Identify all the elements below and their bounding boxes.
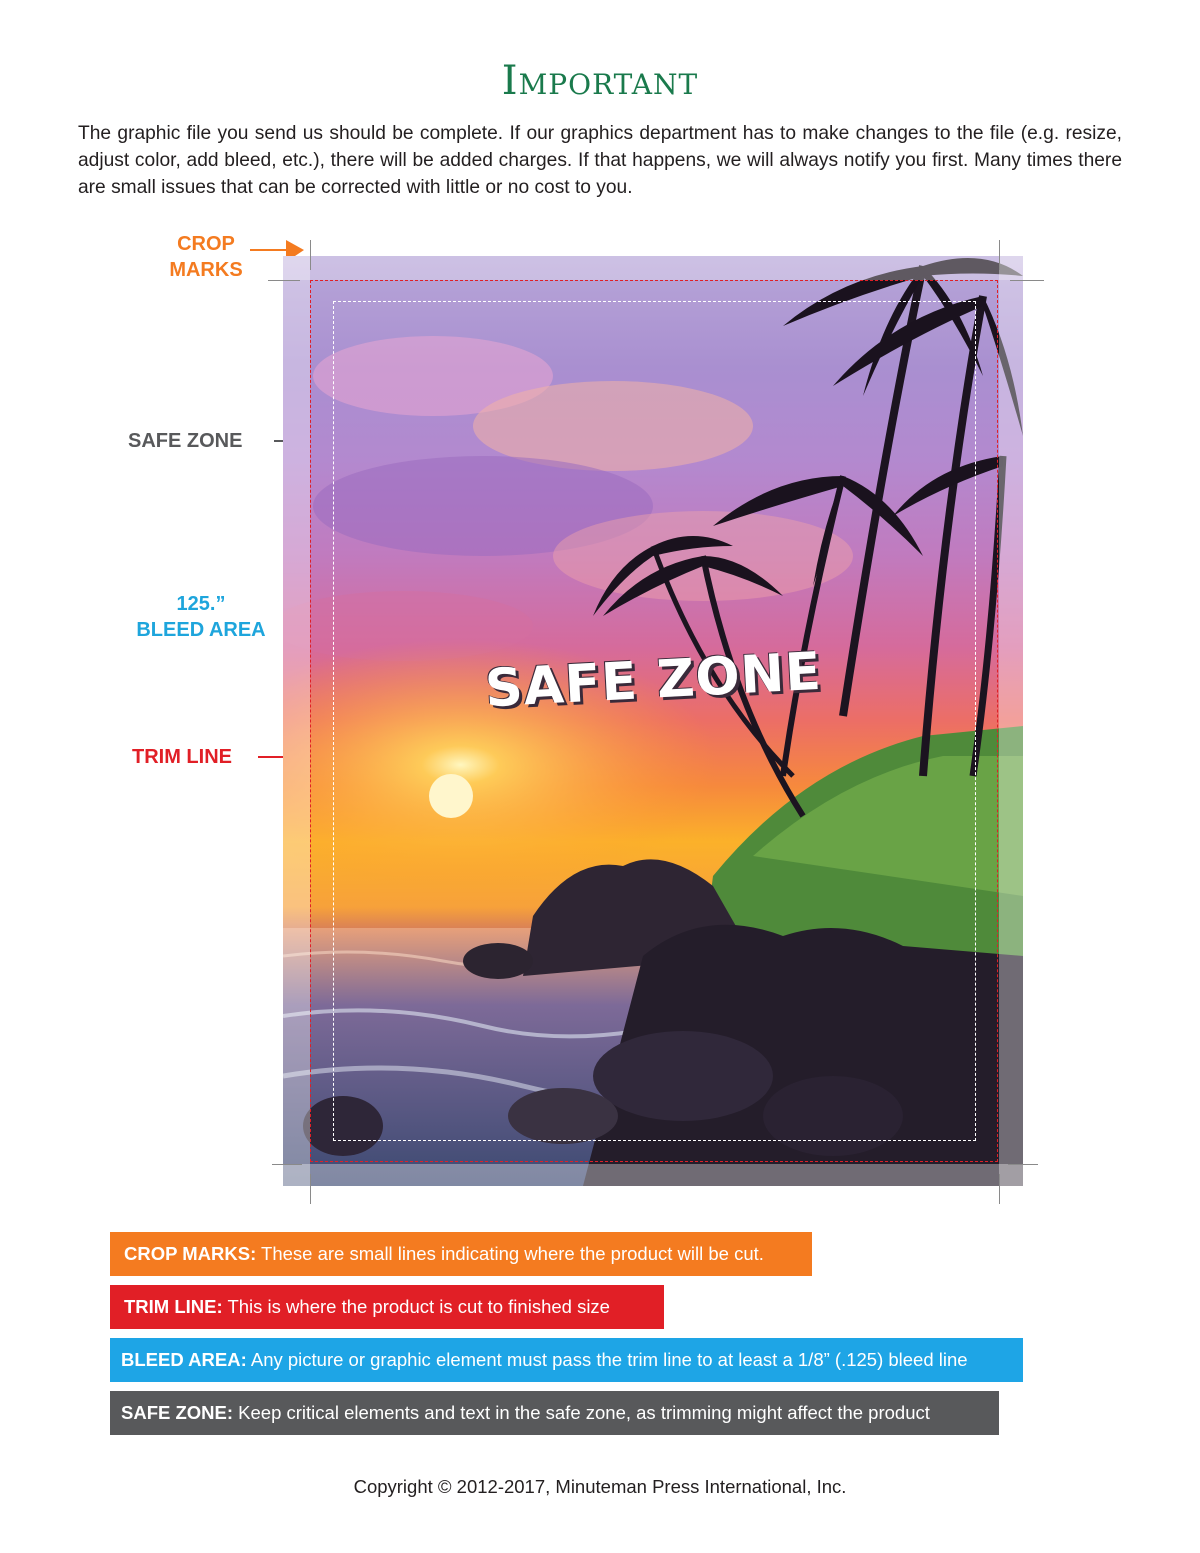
legend-term: TRIM LINE:	[124, 1296, 223, 1317]
legend-text: Any picture or graphic element must pass the trim line to at least a 1/8” (.125) bleed line	[246, 1349, 968, 1370]
page-title: Important	[501, 58, 699, 104]
legend-term: CROP MARKS:	[124, 1243, 257, 1264]
legend-term: BLEED AREA:	[121, 1349, 247, 1370]
crop-mark-bottom-right-vertical	[999, 1174, 1000, 1204]
crop-mark-top-right-vertical	[999, 240, 1000, 270]
legend-text: These are small lines indicating where the product will be cut.	[256, 1243, 764, 1264]
legend-safe-zone	[110, 1391, 999, 1435]
crop-mark-bottom-left-horizontal	[272, 1164, 302, 1165]
legend-crop-marks	[110, 1232, 812, 1276]
legend-text: This is where the product is cut to finished size	[222, 1296, 610, 1317]
crop-mark-top-left-horizontal	[268, 280, 300, 281]
safe-zone-overlay-text: SAFE ZONE	[483, 641, 824, 720]
bleed-overlay-right	[999, 256, 1023, 1186]
safe-zone-border	[333, 301, 976, 1141]
crop-marks-label-line1: CROP	[177, 233, 235, 255]
copyright-footer: Copyright © 2012-2017, Minuteman Press International, Inc.	[353, 1476, 847, 1497]
crop-mark-bottom-left-vertical	[310, 1174, 311, 1204]
bleed-overlay-top	[283, 256, 1023, 280]
legend-term: SAFE ZONE:	[121, 1402, 234, 1423]
crop-mark-top-right-horizontal	[1010, 280, 1044, 281]
bleed-area-label-line1: 125.”	[176, 593, 226, 615]
crop-marks-label-line2: MARKS	[169, 259, 243, 281]
bleed-area-label-line2: BLEED AREA	[136, 619, 266, 641]
bleed-overlay-left	[283, 256, 310, 1186]
crop-marks-label	[150, 231, 262, 283]
crop-mark-bottom-right-horizontal	[1008, 1164, 1038, 1165]
trim-line-label: TRIM LINE	[132, 746, 232, 768]
intro-paragraph: The graphic file you send us should be complete. If our graphics department has to make changes to the file (e.g. resize, adjust color, add bleed, etc.), there will be added charges. If that happens, we will always notify you first. Many times there are small issues that can be corrected with little or no cost to you.	[78, 123, 1122, 198]
safe-zone-label: SAFE ZONE	[128, 430, 243, 452]
bleed-area-label	[120, 591, 282, 643]
bleed-overlay-bottom	[283, 1164, 1023, 1186]
legend-text: Keep critical elements and text in the safe zone, as trimming might affect the product	[233, 1402, 930, 1423]
legend-bleed-area	[110, 1338, 1023, 1382]
crop-mark-top-left-vertical	[310, 240, 311, 270]
legend-trim-line	[110, 1285, 664, 1329]
